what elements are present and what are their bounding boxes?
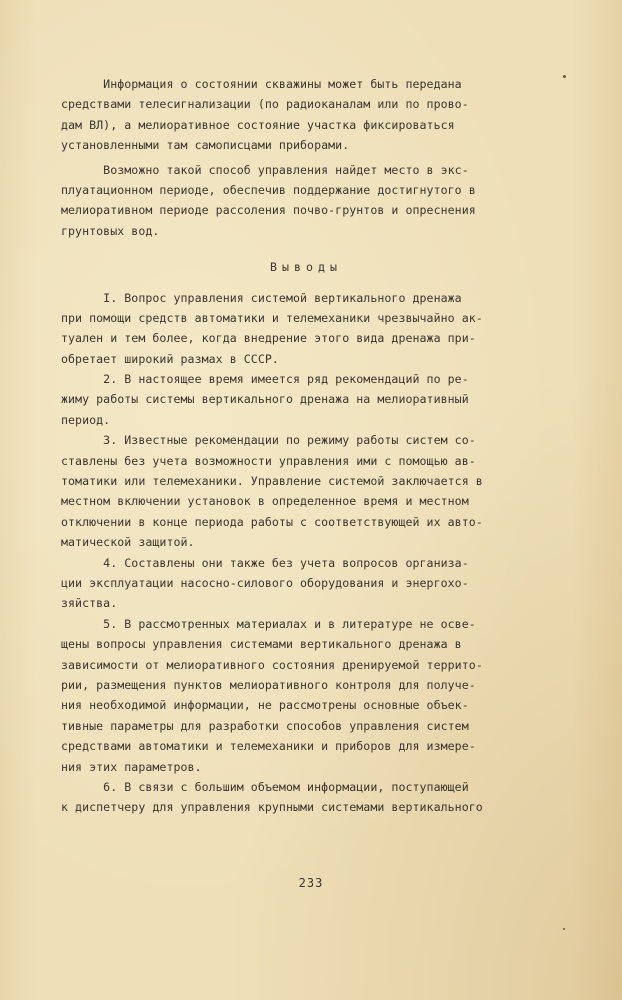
text-line: местном включении установок в определенное время и местном xyxy=(61,494,469,509)
text-line: установленными там самописцами приборами. xyxy=(61,138,350,153)
text-line: Информация о состоянии скважины может быть передана xyxy=(61,77,462,91)
text-line: мелиоративном периоде рассоления почво-грунтов и опреснения xyxy=(61,203,476,218)
conclusion-item xyxy=(61,430,551,552)
paper-speck xyxy=(563,928,565,930)
conclusion-item xyxy=(61,553,551,614)
text-line: зависимости от мелиоративного состояния дренируемой террито- xyxy=(61,657,483,672)
text-line: Возможно такой способ управления найдет место в экс- xyxy=(61,162,469,177)
text-line: 2. В настоящее время имеется ряд рекомендаций по ре- xyxy=(61,372,469,387)
text-line: отключении в конце периода работы с соответствующей их авто- xyxy=(61,514,483,529)
text-line: к диспетчеру для управления крупными системами вертикального xyxy=(61,800,483,815)
text-line: плуатационном периоде, обеспечив поддержание достигнутого в xyxy=(61,182,476,197)
text-line: тивные параметры для разработки способов управления систем xyxy=(61,718,469,733)
text-line: дам ВЛ), а мелиоративное состояние участка фиксироваться xyxy=(61,117,455,132)
paper-speck xyxy=(563,75,566,78)
intro-paragraph xyxy=(61,160,551,242)
text-line: туален и тем более, когда внедрение этого вида дренажа при- xyxy=(61,331,476,346)
text-line: ции эксплуатации насосно-силового оборудования и энергохо- xyxy=(61,575,469,590)
page-number: 233 xyxy=(298,876,324,890)
text-line: томатики или телемеханики. Управление системой заключается в xyxy=(61,474,483,489)
text-line: 4. Составлены они также без учета вопросов организа- xyxy=(61,555,469,570)
text-line: средствами автоматики и телемеханики и приборов для измере- xyxy=(61,739,476,754)
conclusion-item xyxy=(61,369,551,430)
text-line: матической защитой. xyxy=(61,535,195,550)
conclusion-item xyxy=(61,288,551,370)
text-line: I. Вопрос управления системой вертикального дренажа xyxy=(61,290,462,305)
text-line: ния необходимой информации, не рассмотрены основные объек- xyxy=(61,698,469,713)
conclusion-item xyxy=(61,614,551,777)
text-line: грунтовых вод. xyxy=(61,223,160,238)
text-line: обретает широкий размах в СССР. xyxy=(61,351,279,366)
text-line: при помощи средств автоматики и телемеханики чрезвычайно ак- xyxy=(61,310,483,325)
text-line: жиму работы системы вертикального дренажа на мелиоративный xyxy=(61,392,469,407)
section-heading: Выводы xyxy=(270,260,342,275)
text-line: средствами телесигнализации (по радиоканалам или по прово- xyxy=(61,97,469,112)
text-line: ния этих параметров. xyxy=(61,759,202,774)
text-line: зяйства. xyxy=(61,596,118,611)
text-line: ставлены без учета возможности управления ими с помощью ав- xyxy=(61,453,476,468)
text-line: рии, размещения пунктов мелиоративного контроля для получе- xyxy=(61,677,476,692)
conclusion-item xyxy=(61,777,551,818)
text-line: щены вопросы управления системами вертикального дренажа в xyxy=(61,637,462,652)
intro-paragraph xyxy=(61,74,551,156)
text-line: период. xyxy=(61,412,111,427)
text-line: 5. В рассмотренных материалах и в литературе не осве- xyxy=(61,616,476,631)
document-body xyxy=(61,74,551,818)
text-line: 3. Известные рекомендации по режиму работы систем со- xyxy=(61,433,476,448)
text-line: 6. В связи с большим объемом информации, поступающей xyxy=(61,779,469,794)
